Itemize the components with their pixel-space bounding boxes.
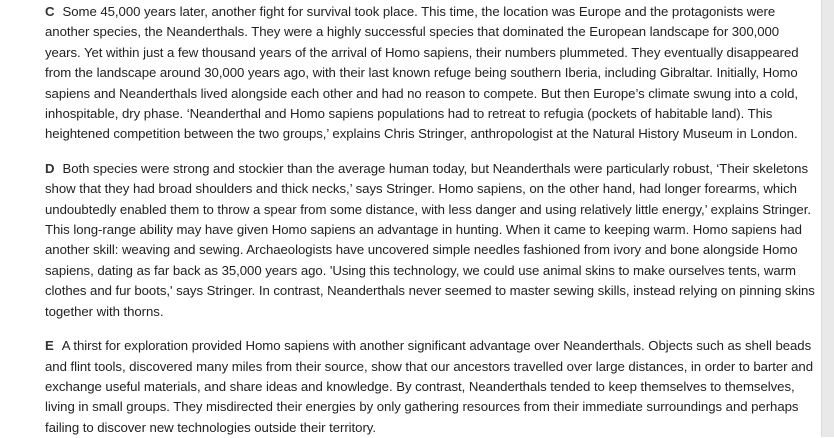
paragraph-letter-d: D [45,160,55,176]
paragraph-text-d: Both species were strong and stockier than the average human today, but Neanderthals were particularly robust, ‘Their skeletons show that they had broad shoulders and thick necks,’ says Stringer. Homo sapiens, on the other hand, had longer forearms, which undoubtedly enabled them to throw a spear from some distance, with less danger and using relatively little energy,’ explains Stringer. This long-range ability may have given Homo sapiens an advantage in hunting. When it came to keeping warm. Homo sapiens had another skill: weaving and sewing. Archaeologists have uncovered simple needles fashioned from ivory and bone alongside Homo sapiens, dating as far back as 35,000 years ago. 'Using this technology, we could use animal skins to make ourselves tents, warm clothes and fur boots,' says Stringer. In contrast, Neanderthals never seemed to master sewing skills, instead relying on pinning skins together with thorns. [45,160,815,319]
scrollbar-track[interactable] [821,0,834,437]
paragraph-letter-c: C [45,4,55,19]
paragraph-letter-e: E [45,338,54,354]
paragraph-text-c: Some 45,000 years later, another fight for survival took place. This time, the location was Europe and the protagonists were another species, the Neanderthals. They were a highly successful species that dominated the European landscape for 300,000 years. Yet within just a few thousand years of the arrival of Homo sapiens, their numbers plummeted. They eventually disappeared from the landscape around 30,000 years ago, with their last known refuge being southern Iberia, including Gibraltar. Initially, Homo sapiens and Neanderthals lived alongside each other and had no reason to compete. But then Europe’s climate swung into a cold, inhospitable, dry phase. ‘Neanderthal and Homo sapiens populations had to retreat to refugia (pockets of habitable land). This heightened competition between the two groups,’ explains Chris Stringer, anthropologist at the Natural History Museum in London. [45,4,799,142]
paragraph-e [45,336,816,438]
paragraph-text-e: A thirst for exploration provided Homo sapiens with another significant advantage over Neanderthals. Objects such as shell beads and flint tools, discovered many miles from their source, show that our ancestors travelled over large distances, in order to barter and exchange useful materials, and share ideas and knowledge. By contrast, Neanderthals tended to keep themselves to themselves, living in small groups. They misdirected their energies by only gathering resources from their immediate surroundings and perhaps failing to discover new technologies outside their territory. [45,338,813,435]
paragraph-d [45,159,816,322]
paragraph-c [45,2,816,145]
